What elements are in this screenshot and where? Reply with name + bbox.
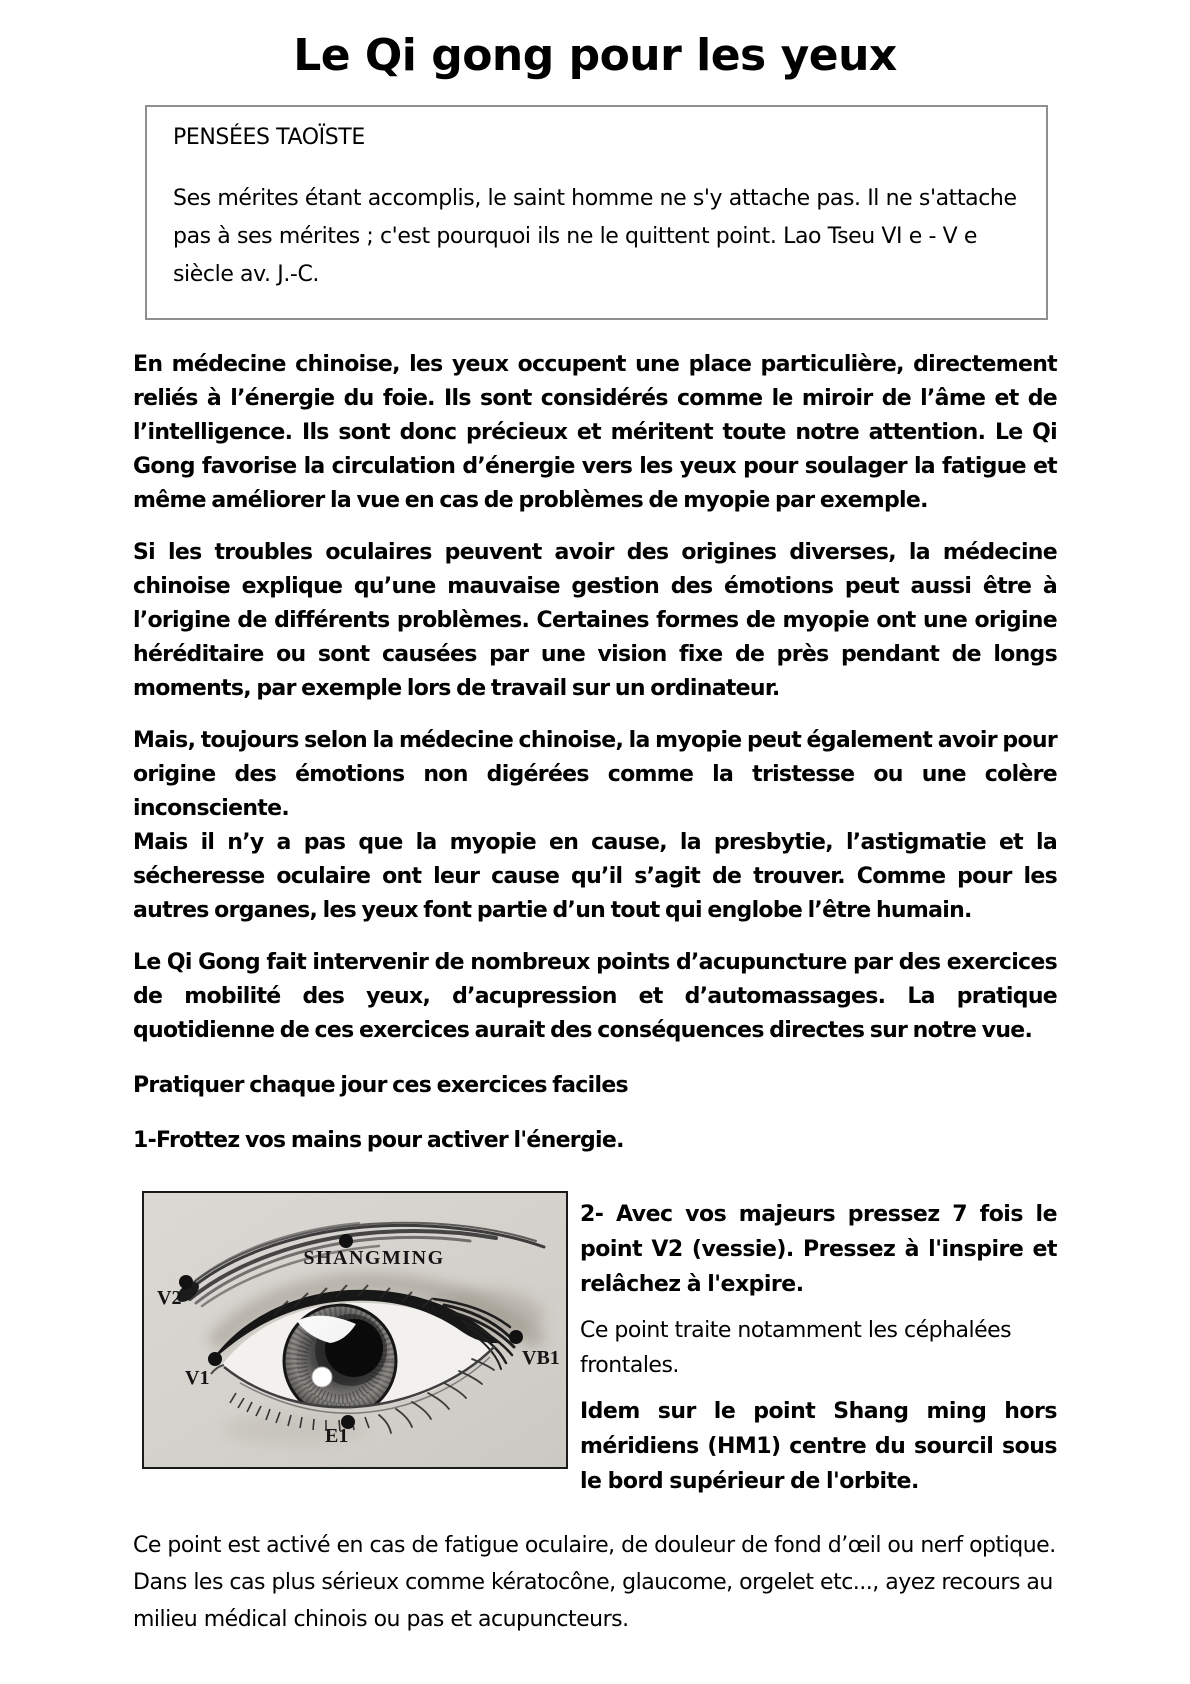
acupoint-label-e1: E1 — [325, 1425, 349, 1447]
acupoint-label-shangming: SHANGMING — [303, 1247, 445, 1269]
acupoint-dot-v1 — [208, 1352, 222, 1366]
paragraph-qi-gong-points: Le Qi Gong fait intervenir de nombreux points d’acupuncture par des exercices de mobilité des yeux, d’acupression et d’automassages. La pratique quotidienne de ces exercices aurait des conséquences directes sur notre vue. — [133, 950, 1057, 1043]
quote-box-text: Ses mérites étant accomplis, le saint homme ne s'y attache pas. Il ne s'attache pas à ses mérites ; c'est pourquoi ils ne le quittent point. Lao Tseu VI e - V e siècle av. J.-C. — [173, 186, 1017, 287]
practice-heading: Pratiquer chaque jour ces exercices faciles — [133, 1073, 628, 1098]
paragraph-troubles-oculaires: Si les troubles oculaires peuvent avoir des origines diverses, la médecine chinoise explique qu’une mauvaise gestion des émotions peut aussi être à l’origine de différents problèmes. Certaines formes de myopie ont une origine héréditaire ou sont causées par une vision fixe de près pendant de longs moments, par exemple lors de travail sur un ordinateur. — [133, 540, 1057, 701]
paragraph-medecine-chinoise: En médecine chinoise, les yeux occupent une place particulière, directement reliés à l’énergie du foie. Ils sont considérés comme le miroir de l’âme et de l’intelligence. Ils sont donc précieux et méritent toute notre attention. Le Qi Gong favorise la circulation d’énergie vers les yeux pour soulager la fatigue et même améliorer la vue en cas de problèmes de myopie par exemple. — [133, 352, 1057, 513]
footer-note: Ce point est activé en cas de fatigue oculaire, de douleur de fond d’œil ou nerf optique. Dans les cas plus sérieux comme kératocône, glaucome, orgelet etc..., ayez recours au milieu médical chinois ou pas et acupuncteurs. — [133, 1533, 1056, 1632]
note-cephalees: Ce point traite notamment les céphalées frontales. — [580, 1318, 1012, 1378]
paragraph-myopie-emotions-line-b: Mais il n’y a pas que la myopie en cause, la presbytie, l’astigmatie et la sécheresse oculaire ont leur cause qu’il s’agit de trouver. Comme pour les autres organes, les yeux font partie d’un tout qui englobe l’être humain. — [133, 830, 1057, 923]
paragraph-myopie-emotions-line-a: Mais, toujours selon la médecine chinoise, la myopie peut également avoir pour origine des émotions non digérées comme la tristesse ou une colère inconsciente. — [133, 728, 1057, 821]
eye-illustration — [144, 1193, 566, 1467]
acupoint-label-v1: V1 — [185, 1367, 210, 1389]
eye-highlight-small — [312, 1367, 332, 1387]
note-shang-ming: Idem sur le point Shang ming hors méridiens (HM1) centre du sourcil sous le bord supérieur de l'orbite. — [580, 1399, 1057, 1494]
document-body — [133, 348, 1057, 1638]
acupoint-label-vb1: VB1 — [522, 1347, 560, 1369]
acupoint-dot-shangming — [339, 1234, 353, 1248]
quote-box — [145, 105, 1048, 320]
acupoint-label-v2: V2 — [157, 1287, 182, 1309]
eye-acupoints-figure — [142, 1191, 568, 1469]
step-2-instruction: 2- Avec vos majeurs pressez 7 fois le point V2 (vessie). Pressez à l'inspire et relâchez à l'expire. — [580, 1202, 1057, 1297]
iris-group — [283, 1304, 397, 1418]
acupoint-dot-vb1 — [509, 1330, 523, 1344]
step-1-instruction: 1-Frottez vos mains pour activer l'énergie. — [133, 1128, 624, 1153]
quote-box-heading: PENSÉES TAOÏSTE — [173, 125, 365, 150]
figure-side-text — [580, 1191, 1057, 1499]
paragraph-myopie-emotions — [133, 724, 1057, 928]
page-title: Le Qi gong pour les yeux — [293, 30, 897, 81]
figure-and-side-text — [133, 1191, 1057, 1499]
